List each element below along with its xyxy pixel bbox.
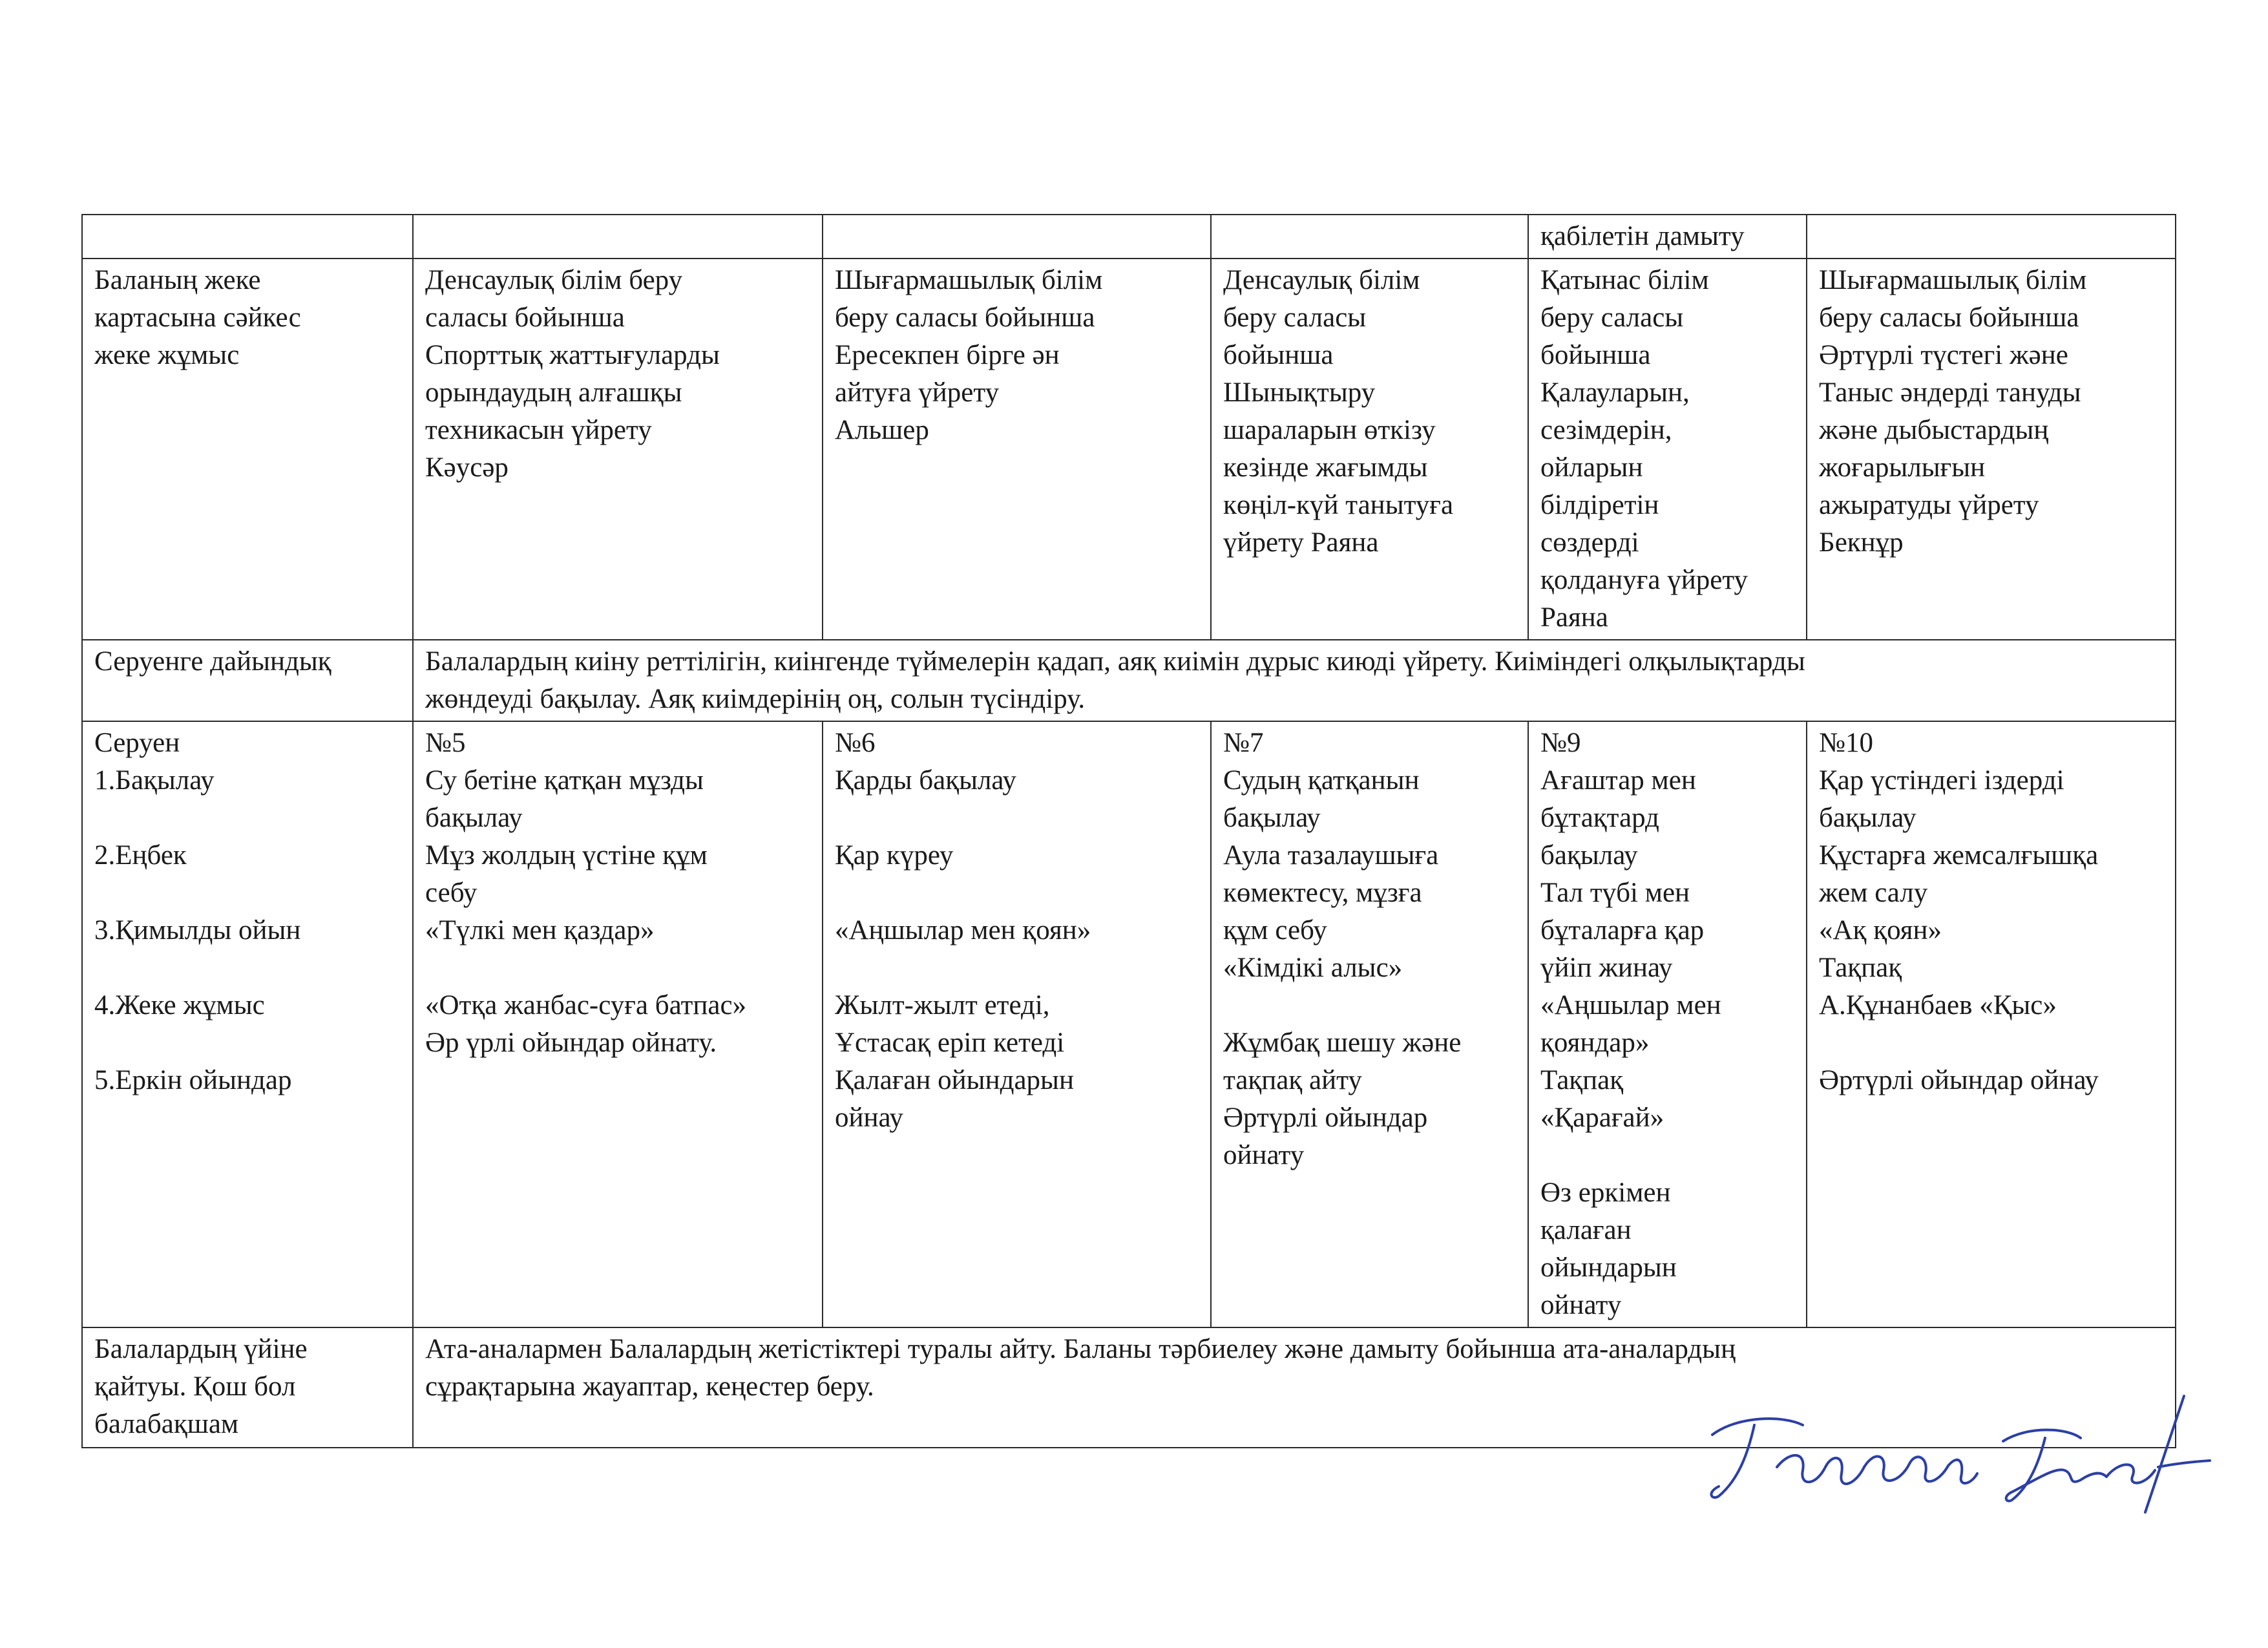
top-cell-day-5 [1807,215,2176,259]
walk-day-5: №10 Қар үстіндегі іздерді бақылау Құстарға жемсалғышқа жем салу «Ақ қоян» Тақпақ А.Құнанбаев «Қыс» Әртүрлі ойындар ойнау [1807,721,2176,1327]
going-home-text: Ата-аналармен Балалардың жетістіктері туралы айту. Баланы тәрбиелеу және дамыту бойынша ата-аналардың сұрақтарына жауаптар, кеңестер беру. [413,1327,2176,1448]
top-cell-label [82,215,413,259]
individual-work-day-1: Денсаулық білім беру саласы бойынша Спорттық жаттығуларды орындаудың алғашқы техникасын үйрету Кәусәр [413,259,823,640]
row-label-individual-work: Баланың жеке картасына сәйкес жеке жұмыс [82,259,413,640]
table-row-walk-prep [82,640,2176,721]
daily-plan-table [81,214,2176,1448]
plan-sheet [81,214,2175,1448]
top-cell-day-3 [1211,215,1528,259]
table-row-walk [82,721,2176,1327]
individual-work-day-2: Шығармашылық білім беру саласы бойынша Ересекпен бірге ән айтуға үйрету Альшер [823,259,1211,640]
walk-day-3: №7 Судың қатқанын бақылау Аула тазалаушыға көмектесу, мұзға құм себу «Кімдікі алыс» Жұмбақ шешу және тақпақ айту Әртүрлі ойындар ойнату [1211,721,1528,1327]
top-cell-day-4: қабілетін дамыту [1528,215,1807,259]
row-label-walk: Серуен 1.Бақылау 2.Еңбек 3.Қимылды ойын 4.Жеке жұмыс 5.Еркін ойындар [82,721,413,1327]
row-label-walk-prep: Серуенге дайындық [82,640,413,721]
individual-work-day-5: Шығармашылық білім беру саласы бойынша Әртүрлі түстегі және Таныс әндерді тануды және дыбыстардың жоғарылығын ажыратуды үйрету Бекнұр [1807,259,2176,640]
individual-work-day-4: Қатынас білім беру саласы бойынша Қалауларын, сезімдерін, ойларын білдіретін сөздерді қолдануға үйрету Раяна [1528,259,1807,640]
row-label-going-home: Балалардың үйіне қайтуы. Қош бол балабақшам [82,1327,413,1448]
table-row-individual-work [82,259,2176,640]
individual-work-day-3: Денсаулық білім беру саласы бойынша Шынықтыру шараларын өткізу кезінде жағымды көңіл-күй танытуға үйрету Раяна [1211,259,1528,640]
walk-day-4: №9 Ағаштар мен бұтақтард бақылау Тал түбі мен бұталарға қар үйіп жинау «Аңшылар мен қояндар» Тақпақ «Қарағай» Өз еркімен қалаған ойындарын ойнату [1528,721,1807,1327]
walk-day-2: №6 Қарды бақылау Қар күреу «Аңшылар мен қоян» Жылт-жылт етеді, Ұстасақ еріп кетеді Қалаған ойындарын ойнау [823,721,1211,1327]
table-row-top [82,215,2176,259]
top-cell-day-1 [413,215,823,259]
walk-day-1: №5 Су бетіне қатқан мұзды бақылау Мұз жолдың үстіне құм себу «Түлкі мен қаздар» «Отқа жанбас-суға батпас» Әр үрлі ойындар ойнату. [413,721,823,1327]
walk-prep-text: Балалардың киіну реттілігін, киінгенде түймелерін қадап, аяқ киімін дұрыс киюді үйрету. Киіміндегі олқылықтарды жөндеуді бақылау. Аяқ киімдерінің оң, солын түсіндіру. [413,640,2176,721]
handwritten-signature [1693,1389,2223,1525]
top-cell-day-2 [823,215,1211,259]
